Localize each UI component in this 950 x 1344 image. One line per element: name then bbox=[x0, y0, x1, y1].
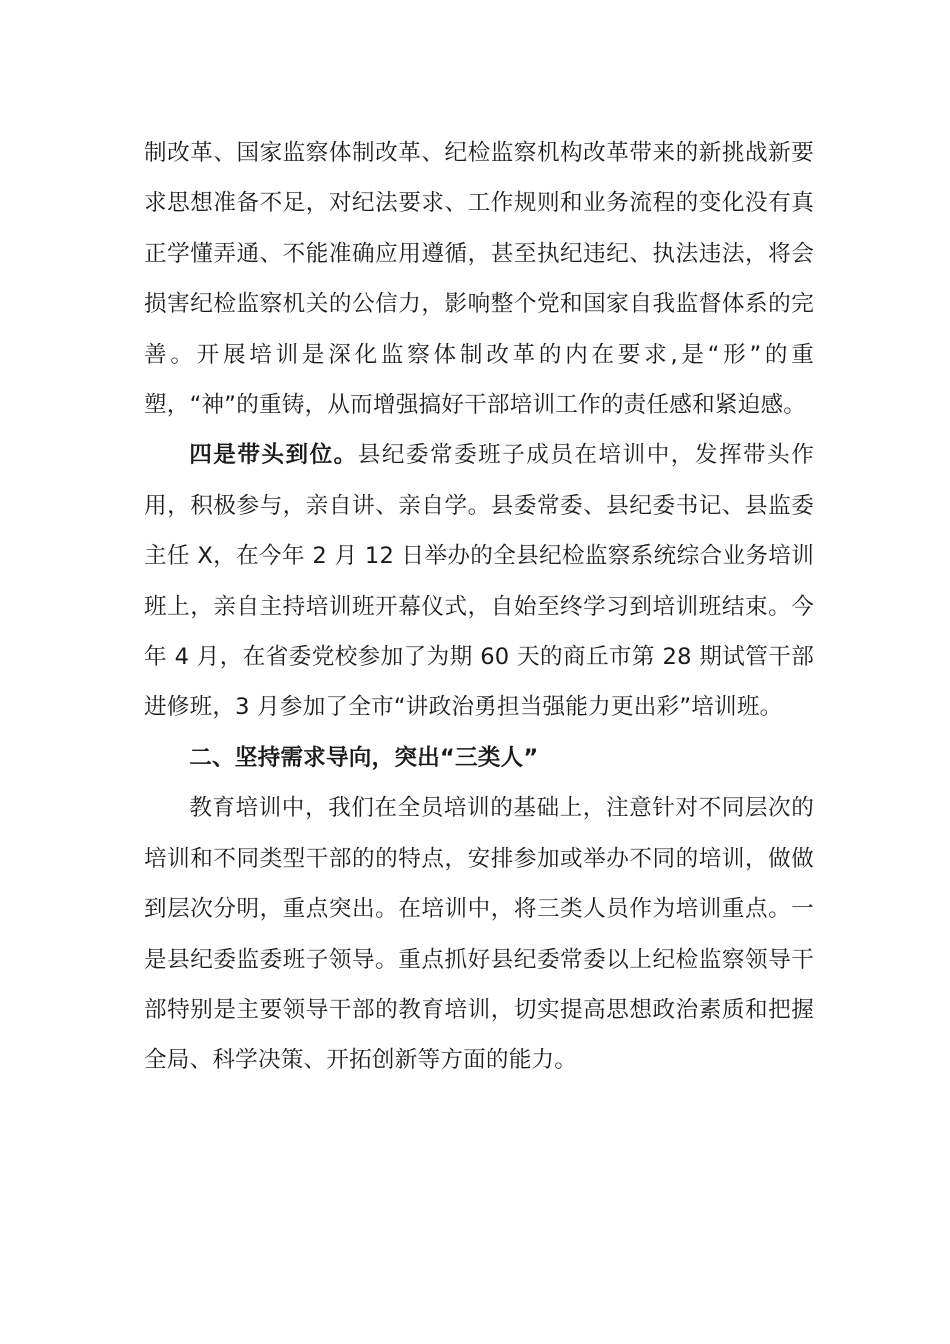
document-body bbox=[144, 128, 814, 1086]
paragraph-leading-by-example bbox=[144, 430, 814, 732]
section-heading: 二、坚持需求导向，突出“三类人” bbox=[189, 744, 539, 771]
paragraph-lead-phrase: 四是带头到位。 bbox=[189, 442, 358, 469]
paragraph-continuation: 制改革、国家监察体制改革、纪检监察机构改革带来的新挑战新要求思想准备不足，对纪法要求、工作规则和业务流程的变化没有真正学懂弄通、不能准确应用遵循，甚至执纪违纪、执法违法，将会损害纪检监察机关的公信力，影响整个党和国家自我监督体系的完善。开展培训是深化监察体制改革的内在要求,是“形”的重塑，“神”的重铸，从而增强搞好干部培训工作的责任感和紧迫感。 bbox=[144, 140, 814, 419]
paragraph-body: 县纪委常委班子成员在培训中，发挥带头作用，积极参与，亲自讲、亲自学。县委常委、县纪委书记、县监委主任 X，在今年 2 月 12 日举办的全县纪检监察系统综合业务培训班上，亲自主持培训班开幕仪式，自始至终学习到培训班结束。今年 4 月，在省委党校参加了为期 60 天的商丘市第 28 期试管干部进修班，3 月参加了全市“讲政治勇担当强能力更出彩”培训班。 bbox=[144, 442, 814, 721]
paragraph-training-focus: 教育培训中，我们在全员培训的基础上，注意针对不同层次的培训和不同类型干部的的特点，安排参加或举办不同的培训，做做到层次分明，重点突出。在培训中，将三类人员作为培训重点。一是县纪委监委班子领导。重点抓好县纪委常委以上纪检监察领导干部特别是主要领导干部的教育培训，切实提高思想政治素质和把握全局、科学决策、开拓创新等方面的能力。 bbox=[144, 795, 814, 1074]
